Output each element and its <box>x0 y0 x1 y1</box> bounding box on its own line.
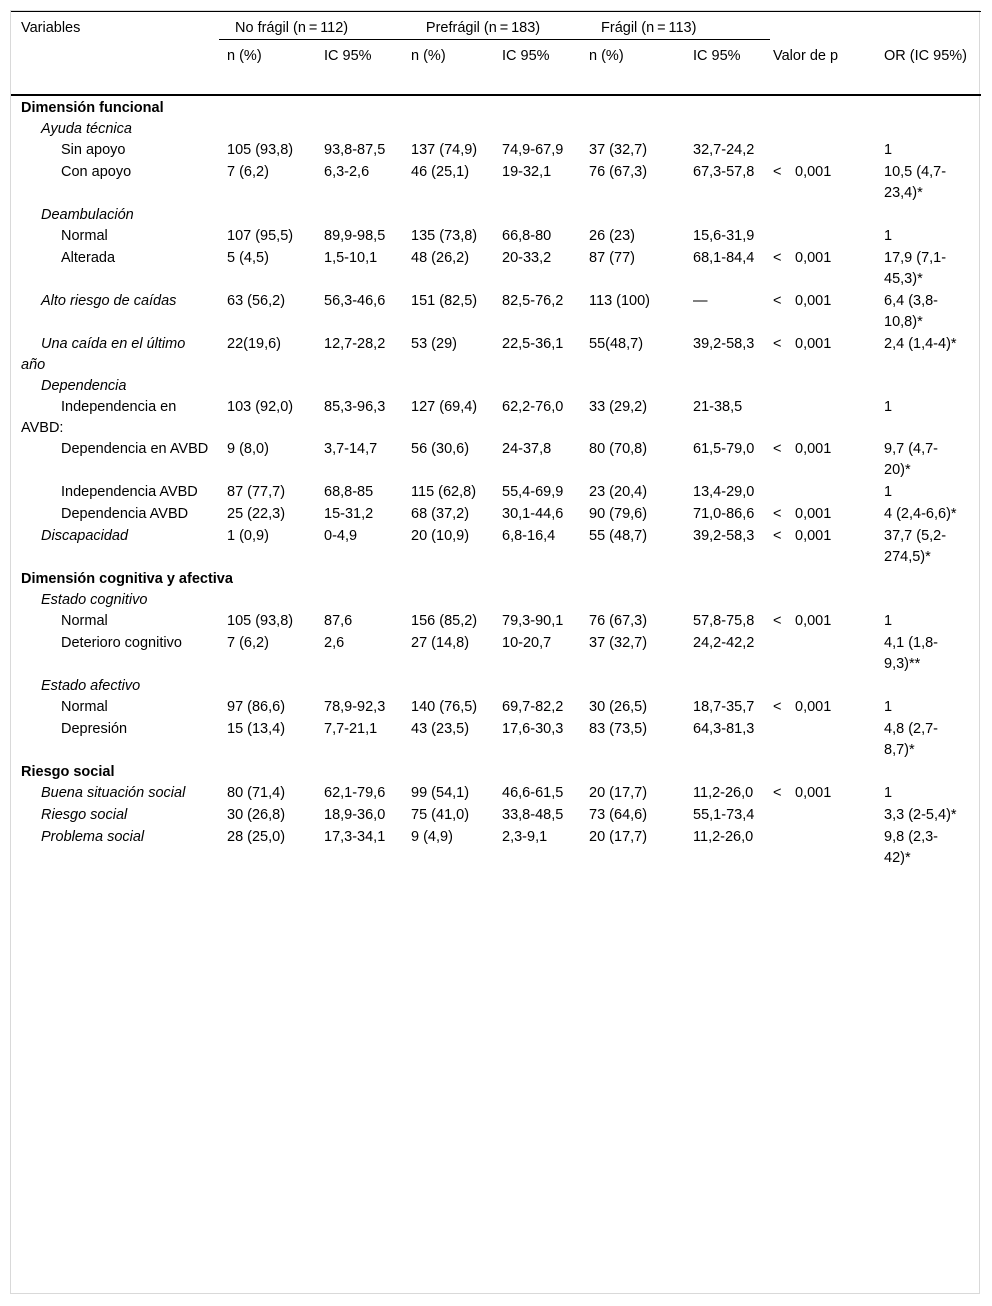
p-value: 0,001 <box>795 527 832 544</box>
cell-no-fragil-ic: 12,7-28,2 <box>324 335 386 352</box>
cell-valor-p <box>770 162 882 205</box>
cell-no-fragil-n: 1 (0,9) <box>227 527 269 544</box>
cell-prefragil-ic: 33,8-48,5 <box>502 806 564 823</box>
cell-or: 1 <box>884 784 893 801</box>
p-value: 0,001 <box>795 612 832 629</box>
cell-prefragil-n: 46 (25,1) <box>411 163 470 180</box>
p-less-than: < <box>773 292 782 309</box>
section-row <box>11 569 981 590</box>
cell-no-fragil-ic: 68,8-85 <box>324 483 374 500</box>
cell-valor-p <box>770 633 882 676</box>
cell-or: 9,7 (4,7-20)* <box>884 440 939 478</box>
p-less-than: < <box>773 440 782 457</box>
cell-fragil-ic: 64,3-81,3 <box>693 720 755 737</box>
row-label: Deterioro cognitivo <box>61 634 182 651</box>
table-container <box>10 10 980 1294</box>
cell-no-fragil-n: 22(19,6) <box>227 335 282 352</box>
cell-or: 1 <box>884 227 893 244</box>
row-label: Depresión <box>61 720 128 737</box>
cell-no-fragil-n: 105 (93,8) <box>227 612 294 629</box>
cell-no-fragil-ic: 93,8-87,5 <box>324 141 386 158</box>
p-less-than: < <box>773 505 782 522</box>
subheader-row <box>11 205 981 226</box>
frailty-table <box>11 11 981 870</box>
cell-valor-p <box>770 526 882 569</box>
cell-fragil-ic: 18,7-35,7 <box>693 698 755 715</box>
row-label: Normal <box>61 227 108 244</box>
section-row <box>11 95 981 119</box>
cell-prefragil-ic: 22,5-36,1 <box>502 335 564 352</box>
cell-valor-p <box>770 248 882 291</box>
cell-fragil-n: 55(48,7) <box>589 335 644 352</box>
p-less-than: < <box>773 163 782 180</box>
cell-prefragil-ic: 69,7-82,2 <box>502 698 564 715</box>
cell-fragil-n: 55 (48,7) <box>589 527 648 544</box>
cell-fragil-n: 37 (32,7) <box>589 634 648 651</box>
cell-valor-p <box>770 397 882 439</box>
cell-valor-p <box>770 783 882 805</box>
table-row <box>11 291 981 334</box>
cell-fragil-n: 90 (79,6) <box>589 505 648 522</box>
cell-no-fragil-ic: 3,7-14,7 <box>324 440 378 457</box>
cell-or: 4,8 (2,7-8,7)* <box>884 720 939 758</box>
subheader-row <box>11 376 981 397</box>
cell-prefragil-n: 127 (69,4) <box>411 398 478 415</box>
cell-fragil-ic: 71,0-86,6 <box>693 505 755 522</box>
cell-fragil-ic: — <box>693 292 708 309</box>
cell-no-fragil-ic: 15-31,2 <box>324 505 374 522</box>
cell-no-fragil-ic: 2,6 <box>324 634 345 651</box>
cell-fragil-ic: 57,8-75,8 <box>693 612 755 629</box>
subheader-row <box>11 676 981 697</box>
cell-prefragil-ic: 55,4-69,9 <box>502 483 564 500</box>
cell-fragil-n: 33 (29,2) <box>589 398 648 415</box>
table-row <box>11 611 981 633</box>
cell-fragil-ic: 15,6-31,9 <box>693 227 755 244</box>
cell-or: 4 (2,4-6,6)* <box>884 505 957 522</box>
cell-no-fragil-n: 107 (95,5) <box>227 227 294 244</box>
cell-prefragil-n: 53 (29) <box>411 335 457 352</box>
cell-prefragil-ic: 20-33,2 <box>502 249 552 266</box>
table-row <box>11 504 981 526</box>
cell-fragil-n: 20 (17,7) <box>589 784 648 801</box>
row-label: Dependencia AVBD <box>61 505 189 522</box>
cell-no-fragil-n: 63 (56,2) <box>227 292 286 309</box>
cell-no-fragil-n: 28 (25,0) <box>227 828 286 845</box>
cell-fragil-n: 113 (100) <box>589 292 651 309</box>
cell-prefragil-ic: 10-20,7 <box>502 634 552 651</box>
cell-fragil-n: 26 (23) <box>589 227 635 244</box>
cell-prefragil-ic: 6,8-16,4 <box>502 527 556 544</box>
cell-prefragil-n: 137 (74,9) <box>411 141 478 158</box>
row-label: Sin apoyo <box>61 141 126 158</box>
row-label: Buena situación social <box>41 784 186 801</box>
cell-valor-p <box>770 805 882 827</box>
cell-fragil-n: 87 (77) <box>589 249 635 266</box>
cell-prefragil-n: 156 (85,2) <box>411 612 478 629</box>
cell-no-fragil-ic: 62,1-79,6 <box>324 784 386 801</box>
cell-fragil-ic: 39,2-58,3 <box>693 527 755 544</box>
table-row <box>11 697 981 719</box>
cell-or: 1 <box>884 698 893 715</box>
table-row <box>11 226 981 248</box>
cell-no-fragil-n: 30 (26,8) <box>227 806 286 823</box>
table-row <box>11 719 981 762</box>
cell-fragil-ic: 11,2-26,0 <box>693 784 754 801</box>
cell-or: 17,9 (7,1-45,3)* <box>884 249 947 287</box>
cell-no-fragil-ic: 85,3-96,3 <box>324 398 386 415</box>
p-less-than: < <box>773 612 782 629</box>
p-value: 0,001 <box>795 505 832 522</box>
cell-no-fragil-n: 15 (13,4) <box>227 720 286 737</box>
cell-fragil-ic: 13,4-29,0 <box>693 483 755 500</box>
table-row <box>11 805 981 827</box>
cell-or: 1 <box>884 483 893 500</box>
cell-or: 1 <box>884 141 893 158</box>
section-title: Riesgo social <box>21 763 115 780</box>
cell-prefragil-n: 43 (23,5) <box>411 720 470 737</box>
cell-prefragil-ic: 66,8-80 <box>502 227 552 244</box>
subheader-label: Estado afectivo <box>41 677 141 694</box>
cell-prefragil-ic: 62,2-76,0 <box>502 398 564 415</box>
cell-no-fragil-ic: 7,7-21,1 <box>324 720 378 737</box>
row-label: Alto riesgo de caídas <box>41 292 177 309</box>
col-variables-header: Variables <box>21 20 81 36</box>
cell-prefragil-ic: 46,6-61,5 <box>502 784 564 801</box>
row-label: Normal <box>61 612 108 629</box>
cell-prefragil-n: 48 (26,2) <box>411 249 470 266</box>
col-valor-p: Valor de p <box>770 40 882 95</box>
p-value: 0,001 <box>795 784 832 801</box>
cell-prefragil-ic: 79,3-90,1 <box>502 612 564 629</box>
subheader-row <box>11 119 981 140</box>
cell-fragil-n: 83 (73,5) <box>589 720 648 737</box>
header-row-columns <box>11 40 981 95</box>
cell-fragil-ic: 24,2-42,2 <box>693 634 755 651</box>
p-less-than: < <box>773 527 782 544</box>
row-label: Problema social <box>41 828 145 845</box>
cell-fragil-ic: 55,1-73,4 <box>693 806 755 823</box>
table-body <box>11 95 981 870</box>
cell-fragil-ic: 32,7-24,2 <box>693 141 755 158</box>
cell-or: 37,7 (5,2-274,5)* <box>884 527 947 565</box>
cell-fragil-n: 23 (20,4) <box>589 483 648 500</box>
cell-prefragil-n: 20 (10,9) <box>411 527 470 544</box>
cell-fragil-ic: 67,3-57,8 <box>693 163 755 180</box>
col-ic95-3: IC 95% <box>691 40 770 95</box>
section-row <box>11 762 981 783</box>
cell-valor-p <box>770 697 882 719</box>
p-less-than: < <box>773 784 782 801</box>
row-label: Discapacidad <box>41 527 129 544</box>
cell-valor-p <box>770 291 882 334</box>
subheader-label: Deambulación <box>41 206 134 223</box>
cell-prefragil-ic: 19-32,1 <box>502 163 552 180</box>
section-title: Dimensión funcional <box>21 99 164 116</box>
col-n-pct-3: n (%) <box>587 40 691 95</box>
table-row <box>11 140 981 162</box>
cell-no-fragil-n: 105 (93,8) <box>227 141 294 158</box>
p-value: 0,001 <box>795 698 832 715</box>
cell-prefragil-n: 135 (73,8) <box>411 227 478 244</box>
group-prefragil-header: Prefrágil (n = 183) <box>409 12 587 40</box>
cell-no-fragil-ic: 56,3-46,6 <box>324 292 386 309</box>
row-label: Dependencia en AVBD <box>61 440 209 457</box>
cell-no-fragil-n: 7 (6,2) <box>227 163 269 180</box>
cell-no-fragil-ic: 89,9-98,5 <box>324 227 386 244</box>
cell-prefragil-n: 151 (82,5) <box>411 292 478 309</box>
p-value: 0,001 <box>795 440 832 457</box>
cell-fragil-n: 80 (70,8) <box>589 440 648 457</box>
cell-or: 1 <box>884 612 893 629</box>
cell-valor-p <box>770 611 882 633</box>
p-value: 0,001 <box>795 249 832 266</box>
col-n-pct-1: n (%) <box>219 40 322 95</box>
table-row <box>11 482 981 504</box>
cell-fragil-ic: 11,2-26,0 <box>693 828 754 845</box>
cell-or: 9,8 (2,3-42)* <box>884 828 939 866</box>
cell-no-fragil-n: 97 (86,6) <box>227 698 286 715</box>
group-no-fragil-header: No frágil (n = 112) <box>219 12 409 40</box>
cell-valor-p <box>770 439 882 482</box>
cell-valor-p <box>770 334 882 376</box>
p-value: 0,001 <box>795 335 832 352</box>
cell-or: 2,4 (1,4-4)* <box>884 335 957 352</box>
cell-prefragil-ic: 24-37,8 <box>502 440 552 457</box>
row-label: Una caída en el último año <box>21 335 186 373</box>
cell-no-fragil-ic: 18,9-36,0 <box>324 806 386 823</box>
cell-valor-p <box>770 482 882 504</box>
cell-or: 1 <box>884 398 893 415</box>
cell-no-fragil-ic: 0-4,9 <box>324 527 358 544</box>
group-fragil-header: Frágil (n = 113) <box>587 12 770 40</box>
cell-or: 4,1 (1,8-9,3)** <box>884 634 939 672</box>
table-header <box>11 12 981 95</box>
p-less-than: < <box>773 335 782 352</box>
table-row <box>11 633 981 676</box>
table-row <box>11 439 981 482</box>
cell-valor-p <box>770 140 882 162</box>
col-ic95-1: IC 95% <box>322 40 409 95</box>
cell-valor-p <box>770 226 882 248</box>
cell-prefragil-n: 115 (62,8) <box>411 483 477 500</box>
subheader-row <box>11 590 981 611</box>
cell-fragil-ic: 68,1-84,4 <box>693 249 755 266</box>
cell-fragil-ic: 21-38,5 <box>693 398 743 415</box>
cell-or: 10,5 (4,7-23,4)* <box>884 163 947 201</box>
table-row <box>11 783 981 805</box>
cell-fragil-n: 20 (17,7) <box>589 828 648 845</box>
table-row <box>11 526 981 569</box>
cell-prefragil-ic: 30,1-44,6 <box>502 505 564 522</box>
row-label: Normal <box>61 698 108 715</box>
row-label: Con apoyo <box>61 163 132 180</box>
cell-no-fragil-n: 9 (8,0) <box>227 440 269 457</box>
subheader-label: Dependencia <box>41 377 127 394</box>
cell-fragil-ic: 61,5-79,0 <box>693 440 755 457</box>
cell-fragil-n: 73 (64,6) <box>589 806 648 823</box>
cell-prefragil-n: 140 (76,5) <box>411 698 478 715</box>
subheader-label: Estado cognitivo <box>41 591 148 608</box>
cell-no-fragil-n: 25 (22,3) <box>227 505 286 522</box>
p-less-than: < <box>773 249 782 266</box>
table-row <box>11 827 981 870</box>
col-ic95-2: IC 95% <box>500 40 587 95</box>
subheader-label: Ayuda técnica <box>41 120 132 137</box>
cell-prefragil-n: 27 (14,8) <box>411 634 470 651</box>
cell-no-fragil-ic: 1,5-10,1 <box>324 249 378 266</box>
cell-prefragil-n: 68 (37,2) <box>411 505 470 522</box>
cell-prefragil-n: 99 (54,1) <box>411 784 470 801</box>
cell-valor-p <box>770 504 882 526</box>
cell-no-fragil-ic: 87,6 <box>324 612 353 629</box>
cell-no-fragil-n: 87 (77,7) <box>227 483 286 500</box>
cell-no-fragil-ic: 78,9-92,3 <box>324 698 386 715</box>
cell-prefragil-ic: 74,9-67,9 <box>502 141 564 158</box>
cell-valor-p <box>770 827 882 870</box>
cell-or: 3,3 (2-5,4)* <box>884 806 957 823</box>
row-label: Alterada <box>61 249 116 266</box>
header-row-groups <box>11 12 981 40</box>
cell-prefragil-n: 56 (30,6) <box>411 440 470 457</box>
cell-no-fragil-n: 80 (71,4) <box>227 784 286 801</box>
cell-no-fragil-ic: 6,3-2,6 <box>324 163 370 180</box>
cell-prefragil-ic: 82,5-76,2 <box>502 292 564 309</box>
cell-fragil-n: 37 (32,7) <box>589 141 648 158</box>
cell-no-fragil-n: 7 (6,2) <box>227 634 269 651</box>
cell-or: 6,4 (3,8-10,8)* <box>884 292 939 330</box>
cell-valor-p <box>770 719 882 762</box>
table-row <box>11 397 981 439</box>
cell-fragil-ic: 39,2-58,3 <box>693 335 755 352</box>
cell-prefragil-ic: 17,6-30,3 <box>502 720 564 737</box>
cell-prefragil-n: 75 (41,0) <box>411 806 470 823</box>
p-less-than: < <box>773 698 782 715</box>
cell-no-fragil-ic: 17,3-34,1 <box>324 828 386 845</box>
table-row <box>11 334 981 376</box>
row-label: Independencia AVBD <box>61 483 198 500</box>
cell-prefragil-ic: 2,3-9,1 <box>502 828 548 845</box>
cell-no-fragil-n: 103 (92,0) <box>227 398 294 415</box>
cell-fragil-n: 30 (26,5) <box>589 698 648 715</box>
col-or: OR (IC 95%) <box>882 40 981 95</box>
cell-fragil-n: 76 (67,3) <box>589 612 648 629</box>
table-row <box>11 248 981 291</box>
table-row <box>11 162 981 205</box>
col-n-pct-2: n (%) <box>409 40 500 95</box>
p-value: 0,001 <box>795 292 832 309</box>
p-value: 0,001 <box>795 163 832 180</box>
row-label: Riesgo social <box>41 806 128 823</box>
cell-fragil-n: 76 (67,3) <box>589 163 648 180</box>
section-title: Dimensión cognitiva y afectiva <box>21 570 233 587</box>
cell-no-fragil-n: 5 (4,5) <box>227 249 269 266</box>
cell-prefragil-n: 9 (4,9) <box>411 828 453 845</box>
row-label: Independencia en AVBD: <box>21 398 177 436</box>
